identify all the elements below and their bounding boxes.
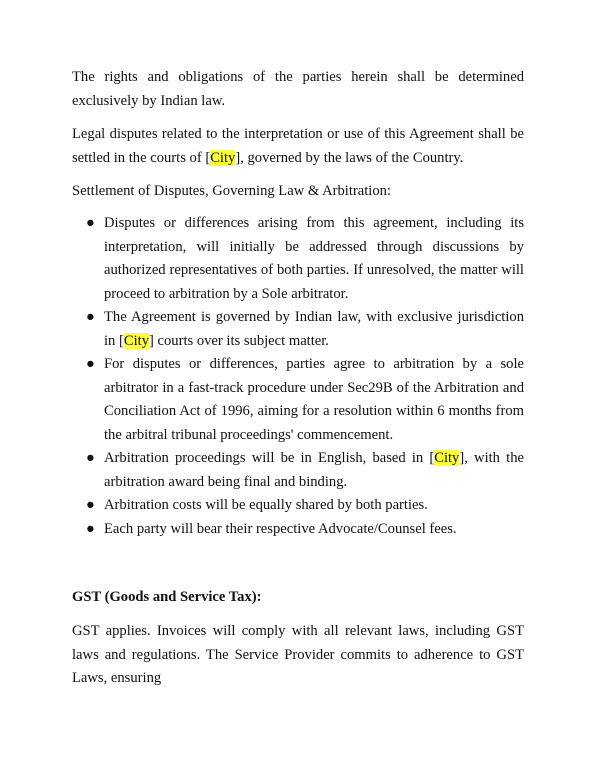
bullet-text: Arbitration costs will be equally shared by both parties.: [104, 497, 428, 513]
bullet-text: For disputes or differences, parties agree to arbitration by a sole arbitrator in a fast-track procedure under Sec29B of the Arbitration and Conciliation Act of 1996, aiming for a resolution within 6 months from the arbitral tribunal proceedings' commencement.: [104, 356, 524, 443]
list-item: [72, 353, 524, 447]
bullet-marker: ●: [86, 309, 95, 325]
bullet-text: [104, 306, 524, 353]
list-item: [72, 494, 524, 518]
bullet-text-before: Arbitration proceedings will be in English, based in [: [104, 450, 435, 466]
gst-heading: GST (Goods and Service Tax):: [72, 589, 262, 605]
settlement-subheading: Settlement of Disputes, Governing Law & Arbitration:: [72, 183, 391, 199]
bullet-marker: ●: [86, 356, 95, 372]
list-item: [72, 518, 524, 542]
bullet-text: Each party will bear their respective Advocate/Counsel fees.: [104, 520, 457, 537]
bullet-marker: ●: [86, 497, 95, 513]
list-item: [72, 212, 524, 306]
bullet-marker: ●: [86, 450, 95, 466]
governing-law-paragraph: The rights and obligations of the parties herein shall be determined exclusively by Indian law.: [72, 69, 524, 109]
bullet-text: [104, 447, 524, 494]
jurisdiction-text-before: Legal disputes related to the interpretation or use of this Agreement shall be settled in the courts of [: [72, 126, 524, 166]
gst-paragraph: GST applies. Invoices will comply with all relevant laws, including GST laws and regulations. The Service Provider commits to adherence to GST Laws, ensuring: [72, 623, 524, 686]
bullet-text-after: ], with the arbitration award being final and binding.: [104, 450, 524, 490]
jurisdiction-paragraph: [72, 123, 524, 170]
city-placeholder: City: [123, 332, 150, 349]
list-item: [72, 306, 524, 353]
bullet-text: Disputes or differences arising from this agreement, including its interpretation, will initially be addressed through discussions by authorized representatives of both parties. If unresolved, the matter will proceed to arbitration by a Sole arbitrator.: [104, 215, 524, 302]
list-item: [72, 447, 524, 494]
bullet-text-after: ] courts over its subject matter.: [149, 332, 329, 349]
city-placeholder: City: [434, 450, 460, 466]
bullet-marker: ●: [86, 520, 95, 537]
settlement-bullet-list: [72, 212, 524, 541]
city-placeholder: City: [210, 149, 236, 166]
bullet-text-before: The Agreement is governed by Indian law, with exclusive jurisdiction in [: [104, 309, 524, 349]
bullet-marker: ●: [86, 215, 95, 231]
jurisdiction-text-after: ], governed by the laws of the Country.: [235, 149, 464, 166]
